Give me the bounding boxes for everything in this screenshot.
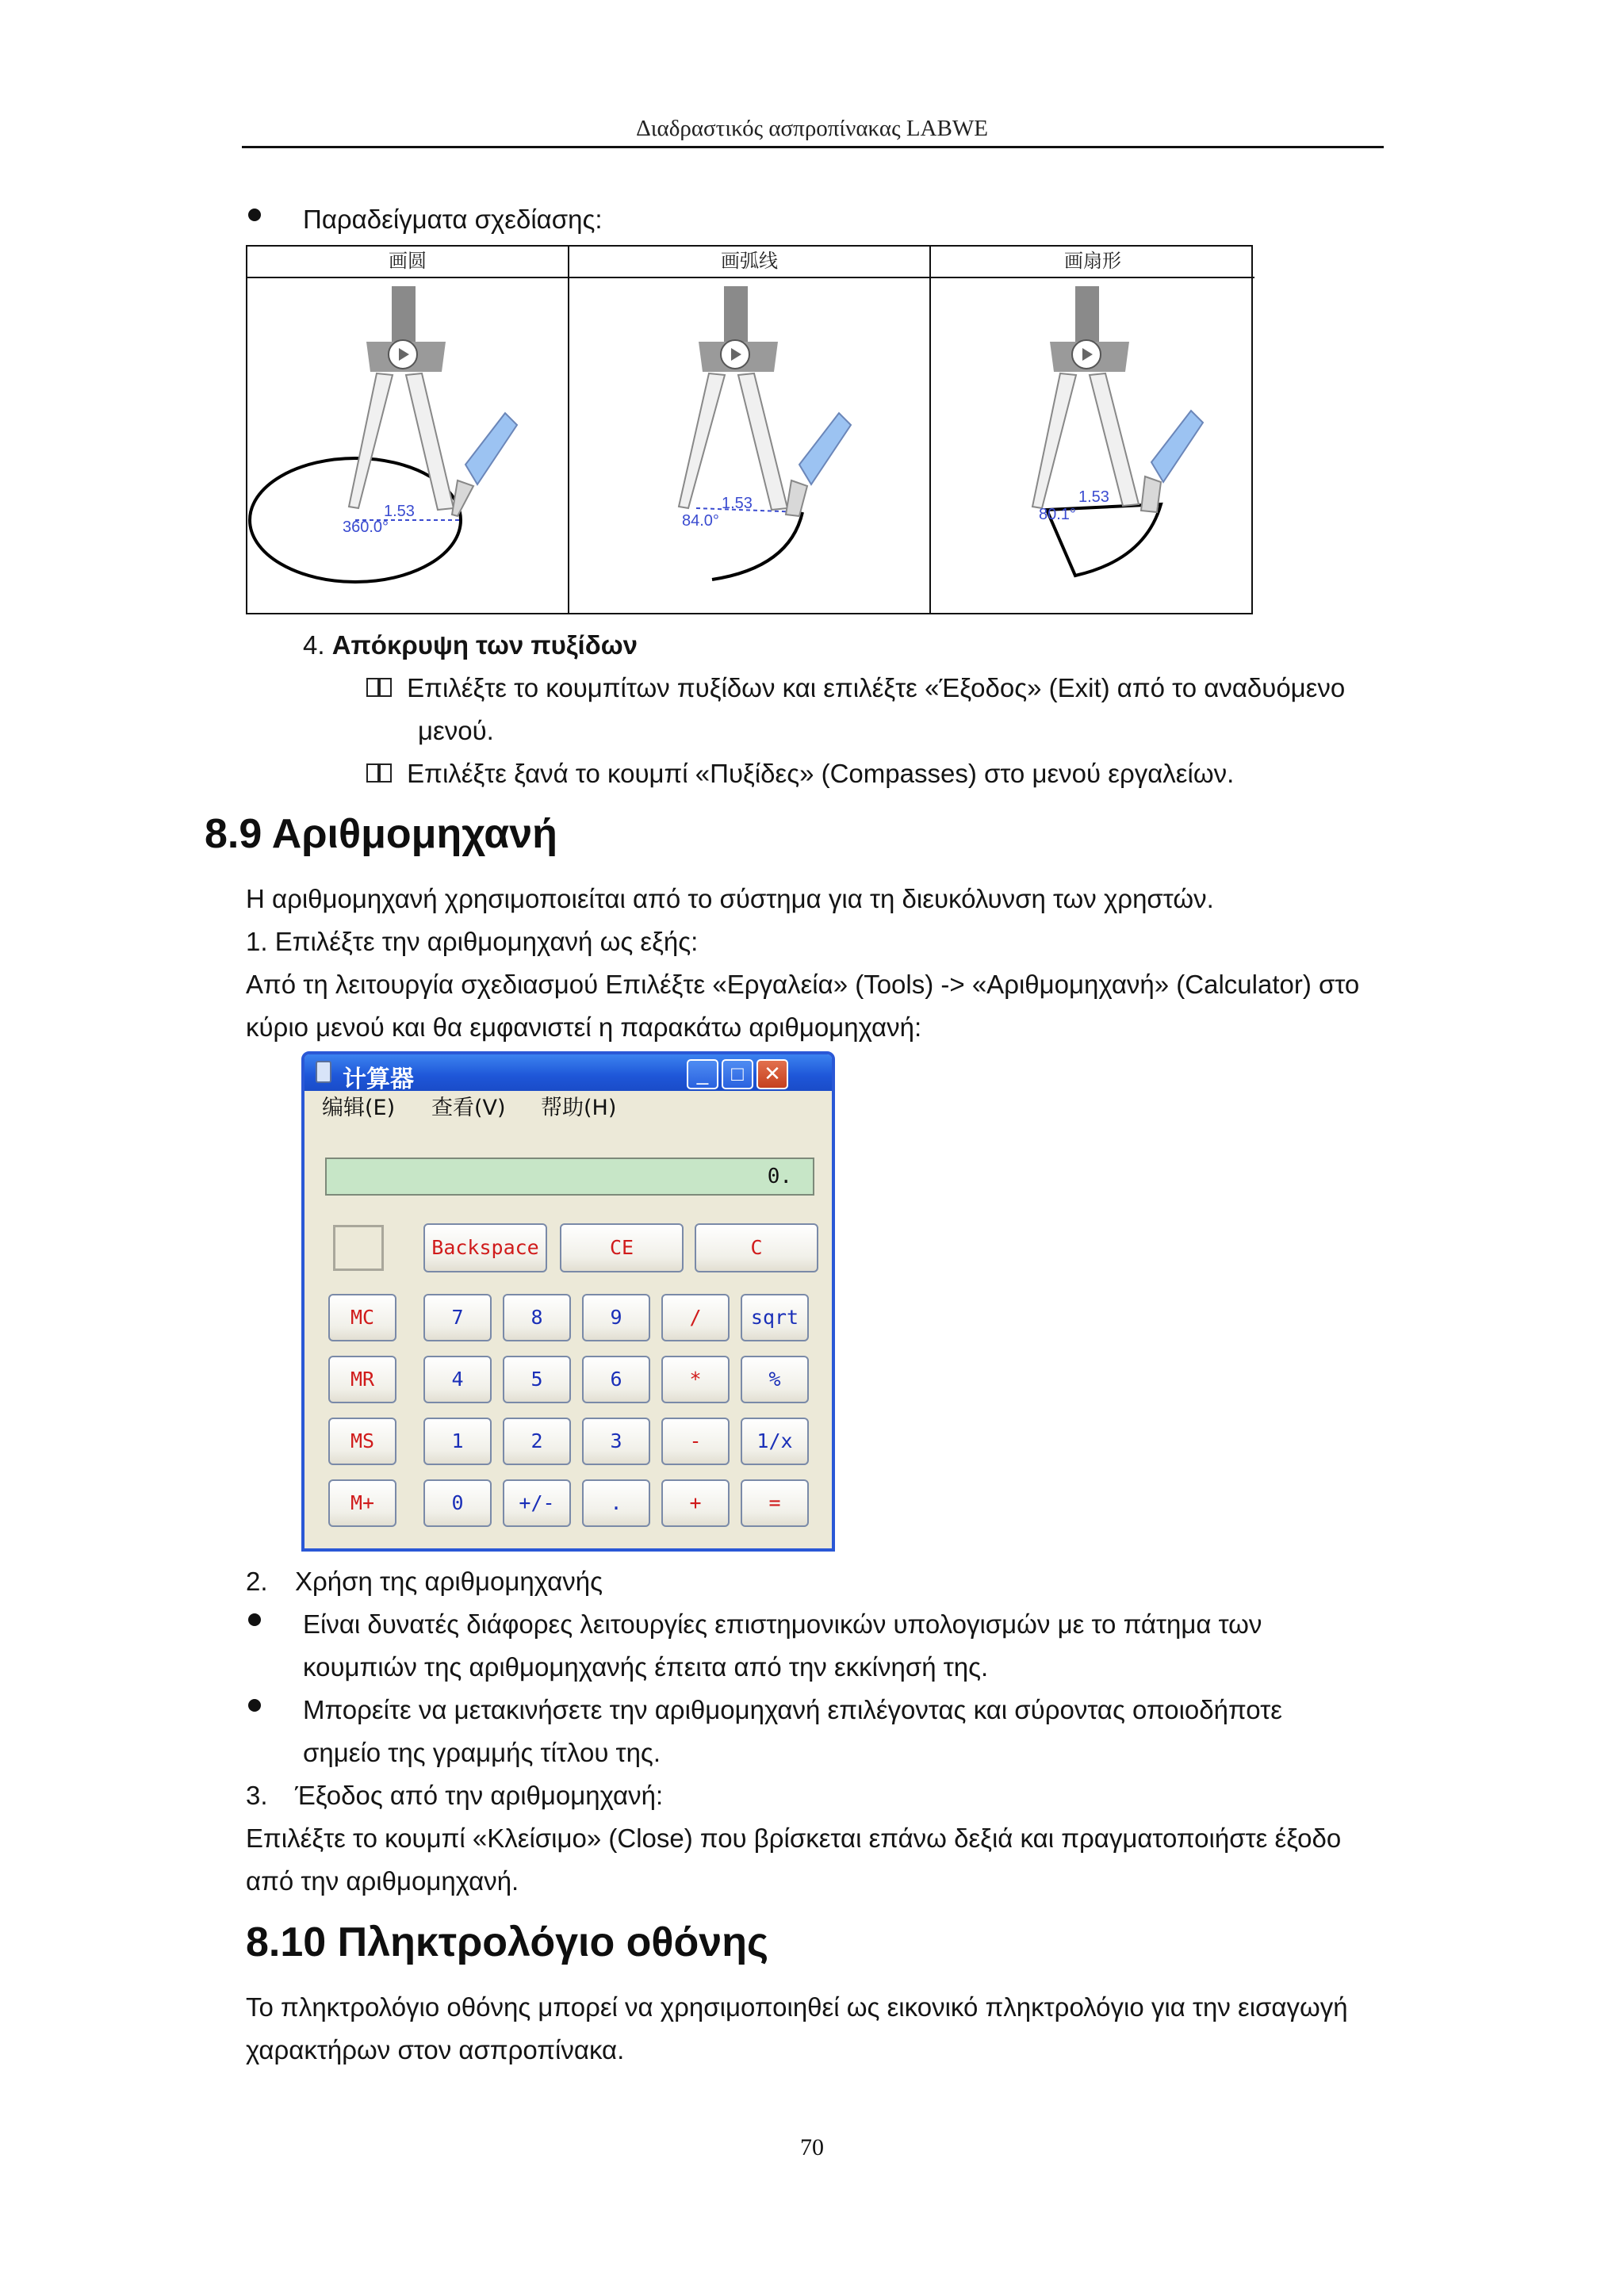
step4-item2-part2: ξίδες» (Compasses) στο μενού εργαλείων. [743, 759, 1235, 788]
angle-label: 80.1° [1039, 506, 1076, 523]
key-digit-3-button[interactable]: 3 [582, 1418, 650, 1465]
square-glyph [379, 763, 392, 783]
usage-title: Χρήση της αριθμομηχανής [295, 1567, 603, 1596]
key-digit-6-button[interactable]: 6 [582, 1356, 650, 1403]
section-heading-onscreen-keyboard: 8.10 Πληκτρολόγιο οθόνης [246, 1919, 769, 1965]
key-reciprocal-button[interactable]: 1/x [741, 1418, 809, 1465]
calculator-instructions-line1: Από τη λειτουργία σχεδιασμού Επιλέξτε «Εργαλεία» (Tools) -> «Αριθμομηχανή» (Calculator) στο [246, 970, 1360, 999]
ce-button[interactable]: CE [560, 1223, 684, 1272]
page-number: 70 [800, 2134, 824, 2160]
key-sign-button[interactable]: +/- [503, 1479, 571, 1527]
memory-mr-button[interactable]: MR [328, 1356, 396, 1403]
calculator-title: 计算器 [343, 1066, 414, 1093]
bullet [248, 209, 261, 221]
key-divide-button[interactable]: / [661, 1294, 730, 1341]
usage-bullet2-line1: Μπορείτε να μετακινήσετε την αριθμομηχανή επιλέγοντας και σύροντας οποιοδήποτε [303, 1695, 1282, 1724]
calculator-step1: 1. Επιλέξτε την αριθμομηχανή ως εξής: [246, 927, 699, 956]
example-circle [247, 247, 569, 613]
keyboard-intro-line1: Το πληκτρολόγιο οθόνης μπορεί να χρησιμοποιηθεί ως εικονικό πληκτρολόγιο για την εισαγωγή [246, 1992, 1348, 2022]
key-percent-button[interactable]: % [741, 1356, 809, 1403]
calculator-display: 0. [325, 1158, 814, 1196]
menu-help[interactable]: 帮助(H) [541, 1096, 617, 1120]
usage-bullet2-line2: σημείο της γραμμής τίτλου της. [303, 1738, 661, 1767]
example-caption: 画弧线 [569, 247, 929, 278]
minimize-button[interactable]: _ [687, 1059, 718, 1089]
step4-item1-continued: μενού. [418, 716, 494, 745]
step4-item2 [366, 752, 1234, 795]
bullet [248, 1699, 261, 1712]
key-digit-8-button[interactable]: 8 [503, 1294, 571, 1341]
memory-mc-button[interactable]: MC [328, 1294, 396, 1341]
exit-instructions-line2: από την αριθμομηχανή. [246, 1866, 519, 1896]
radius-label: 1.53 [1078, 488, 1109, 506]
exit-title: Έξοδος από την αριθμομηχανή: [295, 1781, 664, 1810]
example-sector [931, 247, 1254, 613]
step4-item2-part1: Επιλέξτε ξανά το κουμπί «Πυ [407, 759, 743, 788]
step4-item1-part2: των πυξίδων και επιλέξτε «Έξοδος» (Exit) από το αναδυόμενο [626, 673, 1346, 702]
angle-label: 84.0° [682, 512, 719, 530]
compass-circle-figure [247, 278, 568, 613]
key-multiply-button[interactable]: * [661, 1356, 730, 1403]
examples-title: Παραδείγματα σχεδίασης: [303, 205, 603, 234]
memory-ms-button[interactable]: MS [328, 1418, 396, 1465]
key-digit-7-button[interactable]: 7 [423, 1294, 492, 1341]
calculator-titlebar[interactable] [304, 1054, 832, 1091]
menu-edit[interactable]: 编辑(E) [322, 1096, 396, 1120]
clear-button[interactable]: C [695, 1223, 818, 1272]
calculator-icon [316, 1061, 331, 1083]
exit-number: 3. [246, 1781, 268, 1810]
step4-heading [303, 624, 638, 667]
step4-item1 [366, 667, 1345, 710]
section-heading-calculator: 8.9 Αριθμομηχανή [205, 811, 557, 857]
memory-indicator [333, 1225, 384, 1271]
close-button[interactable]: ✕ [756, 1059, 788, 1089]
step4-title: Απόκρυψη των πυξίδων [331, 630, 638, 660]
radius-label: 1.53 [384, 503, 415, 520]
key-digit-2-button[interactable]: 2 [503, 1418, 571, 1465]
compass-sector-figure [931, 278, 1253, 613]
exit-instructions-line1: Επιλέξτε το κουμπί «Κλείσιμο» (Close) που βρίσκεται επάνω δεξιά και πραγματοποιήστε έξοδο [246, 1823, 1342, 1853]
keyboard-intro-line2: χαρακτήρων στον ασπροπίνακα. [246, 2035, 625, 2064]
square-glyph [366, 678, 379, 697]
example-caption: 画圆 [247, 247, 568, 278]
running-header: Διαδραστικός ασπροπίνακας LABWE [636, 116, 988, 141]
maximize-button[interactable]: □ [722, 1059, 753, 1089]
bullet [248, 1613, 261, 1626]
key-digit-1-button[interactable]: 1 [423, 1418, 492, 1465]
step4-number: 4. [303, 630, 325, 660]
compass-arc-figure [569, 278, 929, 613]
angle-label: 360.0° [343, 519, 389, 536]
memory-mplus-button[interactable]: M+ [328, 1479, 396, 1527]
key-sqrt-button[interactable]: sqrt [741, 1294, 809, 1341]
key-digit-0-button[interactable]: 0 [423, 1479, 492, 1527]
key-digit-4-button[interactable]: 4 [423, 1356, 492, 1403]
compass-examples-table [246, 245, 1253, 614]
key-decimal-button[interactable]: . [582, 1479, 650, 1527]
key-digit-5-button[interactable]: 5 [503, 1356, 571, 1403]
header-rule [242, 146, 1384, 148]
calculator-menubar [304, 1091, 832, 1126]
calculator-instructions-line2: κύριο μενού και θα εμφανιστεί η παρακάτω αριθμομηχανή: [246, 1012, 922, 1042]
square-glyph [379, 678, 392, 697]
backspace-button[interactable]: Backspace [423, 1223, 547, 1272]
key-add-button[interactable]: + [661, 1479, 730, 1527]
menu-view[interactable]: 查看(V) [431, 1096, 506, 1120]
calculator-intro: Η αριθμομηχανή χρησιμοποιείται από το σύστημα για τη διευκόλυνση των χρηστών. [246, 884, 1214, 913]
usage-bullet1-line2: κουμπιών της αριθμομηχανής έπειτα από την εκκίνησή της. [303, 1652, 989, 1682]
example-arc [569, 247, 931, 613]
square-glyph [366, 763, 379, 783]
key-digit-9-button[interactable]: 9 [582, 1294, 650, 1341]
calculator-window [301, 1051, 835, 1552]
key-equals-button[interactable]: = [741, 1479, 809, 1527]
usage-number: 2. [246, 1567, 268, 1596]
step4-item1-part1: Επιλέξτε το κουμπί [407, 673, 626, 702]
example-caption: 画扇形 [931, 247, 1254, 278]
key-subtract-button[interactable]: - [661, 1418, 730, 1465]
radius-label: 1.53 [722, 495, 753, 512]
usage-bullet1-line1: Είναι δυνατές διάφορες λειτουργίες επιστημονικών υπολογισμών με το πάτημα των [303, 1609, 1262, 1639]
